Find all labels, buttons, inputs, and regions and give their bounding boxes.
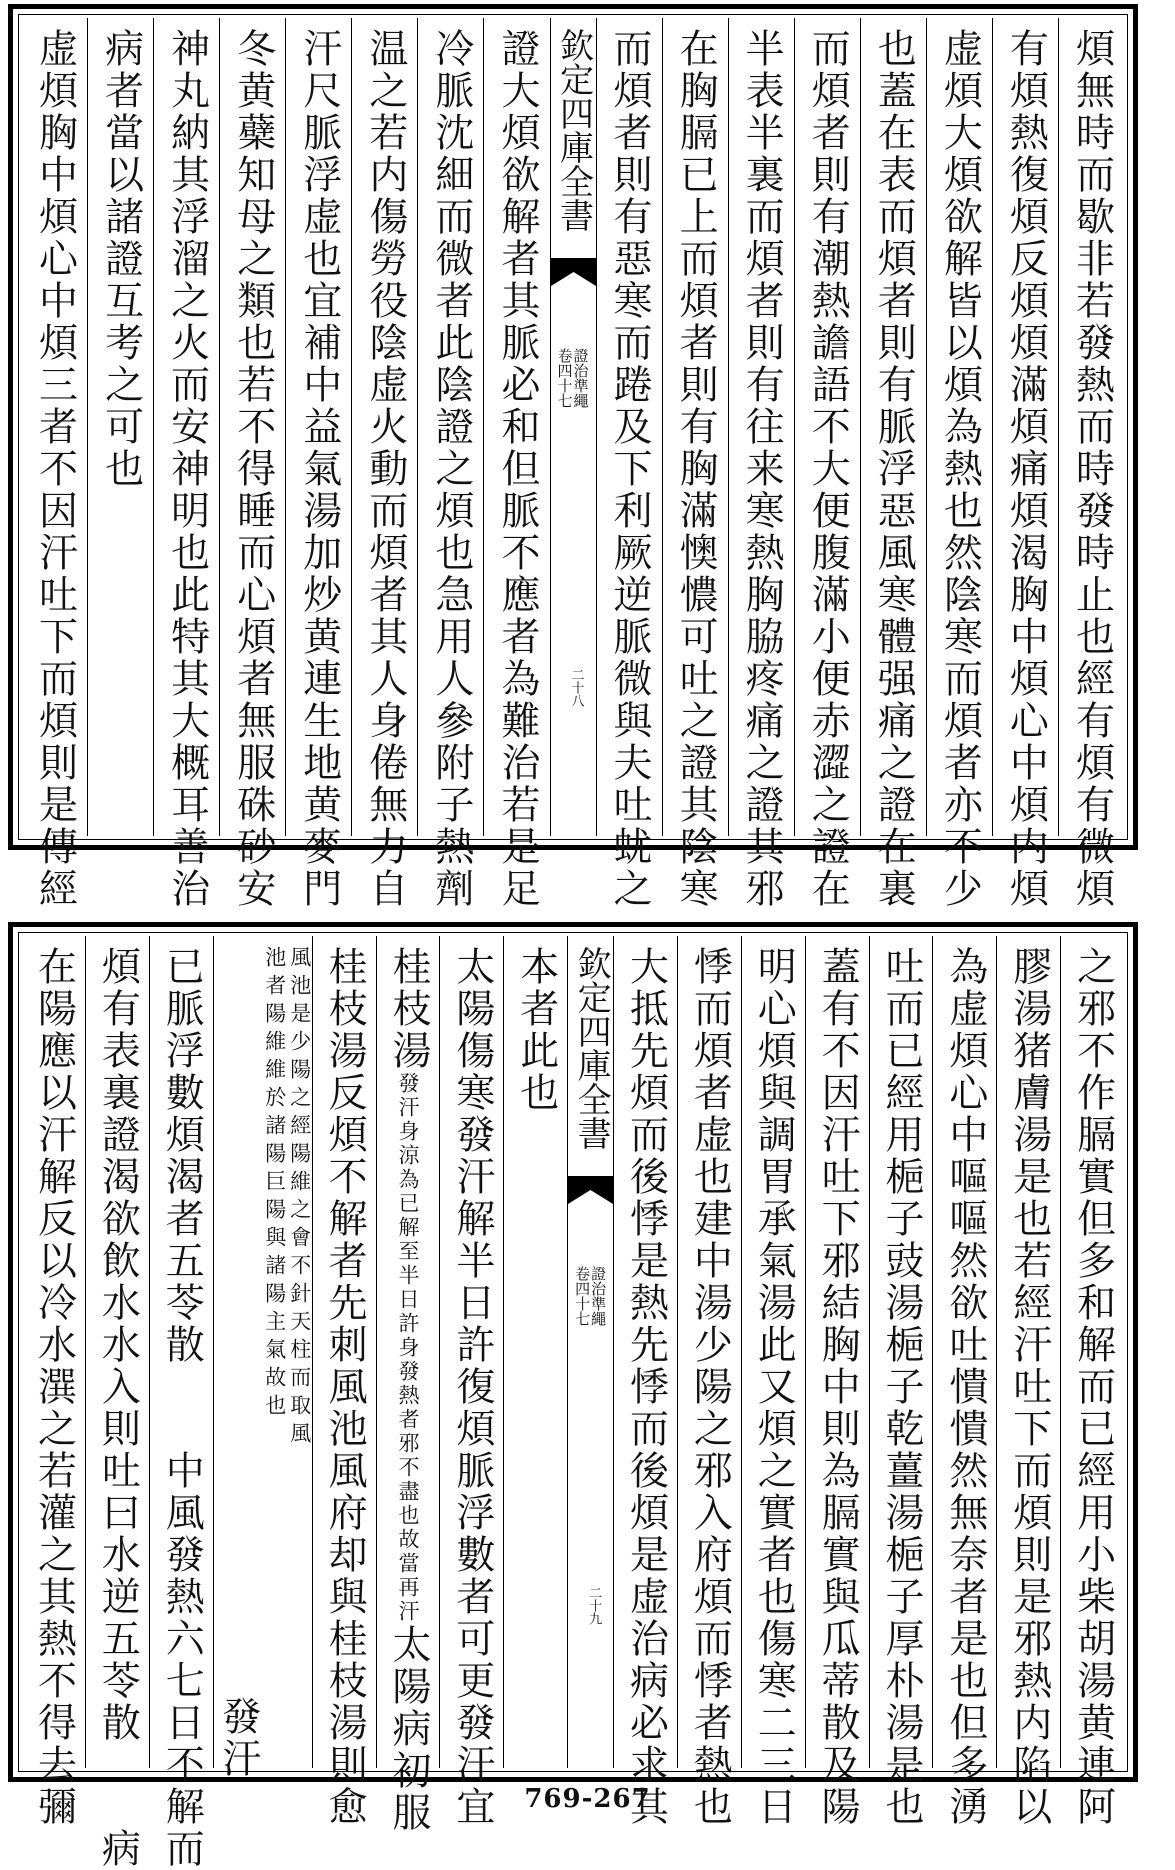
- text-column: [993, 18, 1059, 910]
- column-text: 明心煩與調胃承氣湯此又煩之實者也傷寒二三日: [751, 946, 797, 1828]
- column-text: 之邪不作膈實但多和解而已經用小柴胡湯黄連阿: [1070, 946, 1116, 1828]
- column-text: 膠湯猪膚湯是也若經汗吐下而煩則是邪熱内陷以: [1006, 946, 1052, 1828]
- text-column: [22, 936, 86, 1828]
- text-column: [504, 936, 568, 1768]
- folio-number: 二十九: [586, 1586, 602, 1625]
- column-text: 在胸膈已上而煩者則有胸滿懊憹可吐之證其陰寒: [673, 28, 719, 910]
- text-column: [927, 18, 993, 910]
- text-tail: 發汗: [215, 1696, 261, 1780]
- page-number: 769-267: [524, 1784, 651, 1814]
- book-title: 欽定四庫全書: [553, 28, 594, 232]
- column-text: 冷脈沈細而微者此陰證之煩也急用人參附子熱劑: [428, 28, 474, 910]
- text-column: [286, 18, 352, 910]
- text-column: [806, 936, 870, 1828]
- column-text: 太陽傷寒發汗解半日許復煩脈浮數者可更發汗宜: [449, 946, 495, 1828]
- section-title: 證治準繩: [589, 1266, 608, 1326]
- text-column: [150, 936, 214, 1870]
- column-text: 而煩者則有惡寒而踡及下利厥逆脈微與夫吐蚘之: [607, 28, 653, 910]
- column-text: [93, 936, 141, 1870]
- column-text: 也蓋在表而煩者則有脈浮惡風寒體强痛之證在裏: [871, 28, 917, 910]
- text-column: [1061, 936, 1124, 1828]
- text-column: [88, 18, 154, 836]
- column-text: [157, 936, 205, 1870]
- text-tail: 中風發熱六七日不解而: [159, 1450, 205, 1870]
- top-text-columns: [22, 18, 1124, 910]
- formula-name: 桂枝湯: [385, 946, 431, 1072]
- commentary-note: 發汗身涼為已解至半日許身: [395, 1072, 420, 1360]
- text-column: [440, 936, 504, 1828]
- column-text: 虚煩胸中煩心中煩三者不因汗吐下而煩則是傳經: [32, 28, 78, 910]
- top-page-panel: [8, 4, 1138, 910]
- fishtail-mark-icon: [551, 258, 596, 286]
- text-column: [597, 18, 663, 910]
- text-column: [418, 18, 484, 910]
- text-column: [678, 936, 742, 1828]
- text-column: [663, 18, 729, 910]
- text-column: [614, 936, 678, 1828]
- column-text: 證大煩欲解者其脈必和但脈不應者為難治若是足: [494, 28, 540, 910]
- text-column: [729, 18, 795, 910]
- column-text: [384, 936, 432, 1834]
- column-text: 吐而已經用梔子豉湯梔子乾薑湯梔子厚朴湯是也: [878, 946, 924, 1828]
- text-column: [377, 936, 441, 1834]
- text-column: [1059, 18, 1124, 910]
- text-column: [870, 936, 934, 1828]
- text-column: [220, 18, 286, 910]
- section-title: 證治準繩: [571, 348, 590, 408]
- column-text: 神丸納其浮溜之火而安神明也此特其大概耳善治: [164, 28, 210, 910]
- column-text: 而煩者則有潮熱譫語不大便腹滿小便赤澀之證在: [805, 28, 851, 910]
- column-text: 半表半裏而煩者則有往来寒熱胸脇疼痛之證其邪: [739, 28, 785, 910]
- column-text: 悸而煩者虚也建中湯少陽之邪入府煩而悸者熱也: [687, 946, 733, 1828]
- column-text: 有煩熱復煩反煩煩滿煩痛煩渴胸中煩心中煩内煩: [1003, 28, 1049, 910]
- book-title: 欽定四庫全書: [571, 946, 612, 1150]
- text-tail: 病: [95, 1828, 141, 1870]
- text-column: [22, 18, 88, 910]
- column-text: 大抵先煩而後悸是熱先悸而後煩是虚治病必求其: [623, 946, 669, 1828]
- volume-label: 卷四十七: [573, 1266, 592, 1326]
- book-gutter: [551, 18, 597, 836]
- column-text: 本者此也: [513, 946, 559, 1114]
- commentary-note: 池者陽維維於諸陽巨陽與諸陽主氣故也: [262, 946, 287, 1422]
- volume-label: 卷四十七: [555, 348, 574, 408]
- text-column: [86, 936, 150, 1870]
- text-column: [484, 18, 550, 910]
- column-text: 在陽應以汗解反以冷水潠之若灌之其熱不得去彌: [31, 946, 77, 1828]
- text-column: [313, 936, 377, 1828]
- text-head: 已脈浮數煩渴者五苓散: [159, 946, 205, 1366]
- column-text: 温之若内傷勞役陰虚火動而煩者其人身倦無力自: [362, 28, 408, 910]
- column-text: 虚煩大煩欲解皆以煩為熱也然陰寒而煩者亦不少: [937, 28, 983, 910]
- book-gutter: [568, 936, 614, 1768]
- text-column: [997, 936, 1061, 1828]
- commentary-note: 風池是少陽之經陽維之會不針天柱而取風: [287, 946, 312, 1450]
- column-text: 為虚煩心中嘔嘔然欲吐憒憒然無奈者是也但多湧: [942, 946, 988, 1828]
- text-column: [861, 18, 927, 910]
- commentary-note: 發熱者邪不盡也故當再汗: [395, 1360, 420, 1624]
- column-text: 汗尺脈浮虚也宜補中益氣湯加炒黄連生地黄麥門: [296, 28, 342, 910]
- fishtail-mark-icon: [568, 1176, 613, 1204]
- text-column: [742, 936, 806, 1828]
- column-text: 桂枝湯反煩不解者先刺風池風府却與桂枝湯則愈: [322, 946, 368, 1828]
- text-tail: 太陽病初服: [385, 1624, 431, 1834]
- double-line-note: [214, 936, 312, 1780]
- text-head: 煩有表裏證渴欲飲水水入則吐曰水逆五苓散: [95, 946, 141, 1744]
- text-column: [154, 18, 220, 910]
- text-column: [795, 18, 861, 910]
- text-column: [214, 936, 313, 1780]
- folio-number: 二十八: [568, 668, 584, 707]
- text-column: [933, 936, 997, 1828]
- column-text: 煩無時而歇非若發熱而時發時止也經有煩有微煩: [1069, 28, 1115, 910]
- text-column: [352, 18, 418, 910]
- column-text: 蓋有不因汗吐下邪結胸中則為膈實與瓜蒂散及陽: [815, 946, 861, 1828]
- column-text: 冬黄蘗知母之類也若不得睡而心煩者無服硃砂安: [230, 28, 276, 910]
- column-text: 病者當以諸證互考之可也: [98, 28, 144, 490]
